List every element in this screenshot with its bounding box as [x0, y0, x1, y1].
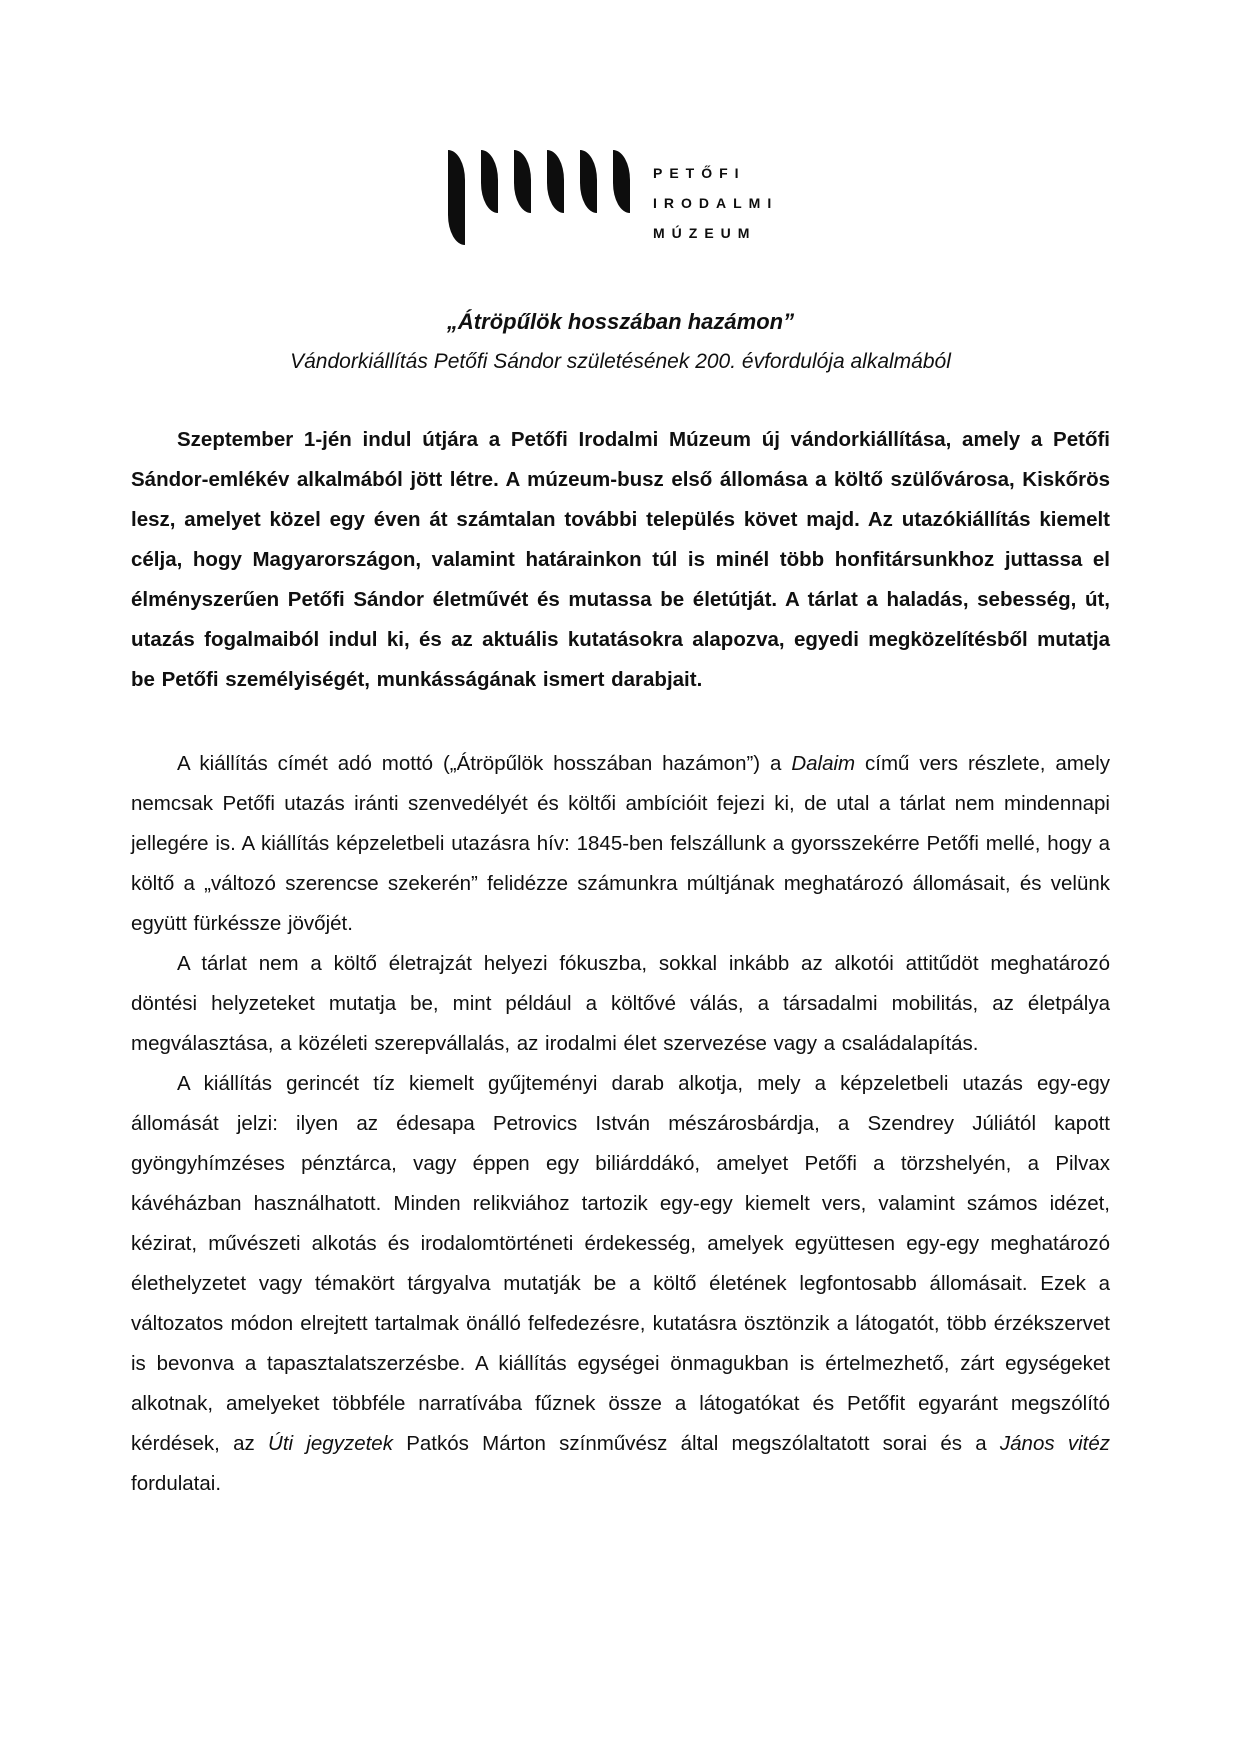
document-header — [0, 302, 1241, 382]
logo-bar — [514, 150, 531, 213]
logo-wordmark — [653, 150, 778, 248]
document-body — [131, 420, 1110, 1504]
paragraph — [131, 1064, 1110, 1504]
text-run: A tárlat nem a költő életrajzát helyezi fókuszba, sokkal inkább az alkotói attitűdöt meghatározó döntési helyzeteket mutatja be, mint például a költővé válás, a társadalmi mobilitás, az életpálya megválasztása, a közéleti szerepvállalás, az irodalmi élet szervezése vagy a családalapítás. — [131, 952, 1110, 1055]
paragraph — [131, 944, 1110, 1064]
italic-text-run: Úti jegyzetek — [268, 1432, 393, 1455]
text-run: A kiállítás gerincét tíz kiemelt gyűjteményi darab alkotja, mely a képzeletbeli utazás egy-egy állomását jelzi: ilyen az édesapa Petrovics István mészárosbárdja, a Szendrey Júliától kapott gyöngyhímzéses pénztárca, vagy éppen egy biliárddákó, amelyet Petőfi a törzshelyén, a Pilvax kávéházban használhatott. Minden relikviához tartozik egy-egy kiemelt vers, valamint számos idézet, kézirat, művészeti alkotás és irodalomtörténeti érdekesség, amelyek együttesen egy-egy meghatározó élethelyzetet vagy témakört tárgyalva mutatják be a költő életének legfontosabb állomásait. Ezek a változatos módon elrejtett tartalmak önálló felfedezésre, kutatásra ösztönzik a látogatót, több érzékszervet is bevonva a tapasztalatszerzésbe. A kiállítás egységei önmagukban is értelmezhető, zárt egységeket alkotnak, amelyeket többféle narratívába fűznek össze a látogatókat és Petőfit egyaránt megszólító kérdések, az — [131, 1072, 1110, 1455]
text-run: A kiállítás címét adó mottó („Átröpűlök hosszában hazámon”) a — [177, 752, 792, 775]
logo-strokes-icon — [448, 150, 630, 245]
text-run: Szeptember 1-jén indul útjára a Petőfi Irodalmi Múzeum új vándorkiállítása, amely a Petőfi Sándor-emlékév alkalmából jött létre. A múzeum-busz első állomása a költő szülővárosa, Kiskőrös lesz, amelyet közel egy éven át számtalan további település követ majd. Az utazókiállítás kiemelt célja, hogy Magyarországon, valamint határainkon túl is minél több honfitársunkhoz juttassa el élményszerűen Petőfi Sándor életművét és mutassa be életútját. A tárlat a haladás, sebesség, út, utazás fogalmaiból indul ki, és az aktuális kutatásokra alapozva, egyedi megközelítésből mutatja be Petőfi személyiségét, munkásságának ismert darabjait. — [131, 428, 1110, 691]
italic-text-run: Dalaim — [791, 752, 856, 775]
logo-wordmark-line: PETŐFI — [653, 165, 746, 181]
logo-wordmark-line: IRODALMI — [653, 195, 779, 211]
logo-wordmark-line: MÚZEUM — [653, 225, 757, 241]
text-run: fordulatai. — [131, 1472, 222, 1495]
paragraph — [131, 744, 1110, 944]
museum-logo — [448, 150, 778, 248]
document-subtitle: Vándorkiállítás Petőfi Sándor születésének 200. évfordulója alkalmából — [290, 350, 951, 373]
logo-bar — [448, 150, 465, 245]
logo-bar — [547, 150, 564, 213]
document-title: „Átröpűlök hosszában hazámon” — [446, 309, 795, 334]
logo-bar — [580, 150, 597, 213]
text-run: Patkós Márton színművész által megszólaltatott sorai és a — [392, 1432, 1000, 1455]
logo-bar — [481, 150, 498, 213]
logo-bar — [613, 150, 630, 213]
italic-text-run: János vitéz — [999, 1432, 1110, 1455]
paragraph-lead — [131, 420, 1110, 700]
text-run: című vers részlete, amely nemcsak Petőfi utazás iránti szenvedélyét és költői ambícióit fejezi ki, de utal a tárlat nem mindennapi jellegére is. A kiállítás képzeletbeli utazásra hív: 1845-ben felszállunk a gyorsszekérre Petőfi mellé, hogy a költő a „változó szerencse szekerén” felidézze számunkra múltjának meghatározó állomásait, és velünk együtt fürkéssze jövőjét. — [131, 752, 1111, 935]
